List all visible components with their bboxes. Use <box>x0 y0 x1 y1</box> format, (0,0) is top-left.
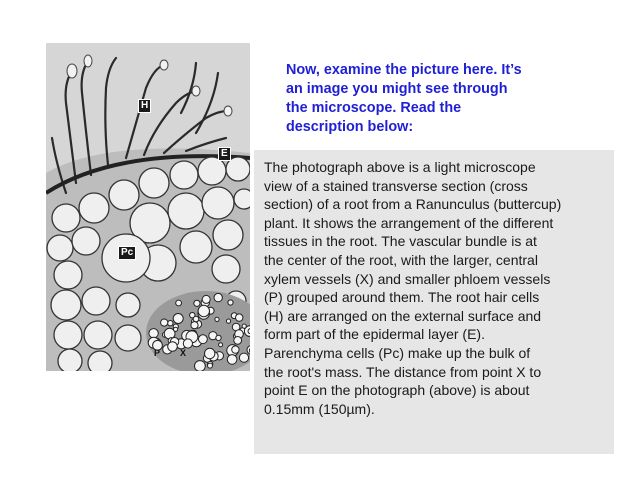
micrograph-drawing <box>46 43 250 371</box>
description-line: section) of a root from a Ranunculus (buttercup) <box>264 196 562 213</box>
label-x-xylem: X <box>180 348 187 358</box>
description-line: form part of the epidermal layer (E). <box>264 326 485 343</box>
description-line: (H) are arranged on the external surface and <box>264 307 542 324</box>
intro-line: Now, examine the picture here. It’s <box>286 62 522 78</box>
intro-line: an image you might see through <box>286 81 508 97</box>
description-line: the root's mass. The distance from point X to <box>264 363 542 380</box>
description-line: point E on the photograph (above) is about <box>264 382 530 399</box>
label-p-phloem: P <box>154 348 161 358</box>
description-line: view of a stained transverse section (cross <box>264 177 528 194</box>
label-pc-parenchyma: Pc <box>118 246 136 260</box>
description-line: plant. It shows the arrangement of the different <box>264 214 554 231</box>
intro-line: description below: <box>286 119 414 135</box>
description-line: tissues in the root. The vascular bundle is at <box>264 233 537 250</box>
intro-line: the microscope. Read the <box>286 100 462 116</box>
intro-text <box>286 61 586 137</box>
description-line: (P) grouped around them. The root hair cells <box>264 289 540 306</box>
description-text <box>264 158 604 418</box>
description-box <box>254 150 614 454</box>
label-e-epidermis: E <box>218 147 231 161</box>
description-line: The photograph above is a light microscope <box>264 159 536 175</box>
description-line: 0.15mm (150µm). <box>264 400 375 417</box>
root-cross-section-micrograph <box>46 43 250 371</box>
label-h-root-hair: H <box>138 99 151 113</box>
description-line: Parenchyma cells (Pc) make up the bulk of <box>264 344 531 361</box>
description-line: xylem vessels (X) and smaller phloem vessels <box>264 270 551 287</box>
description-line: the center of the root, with the larger, central <box>264 251 538 268</box>
